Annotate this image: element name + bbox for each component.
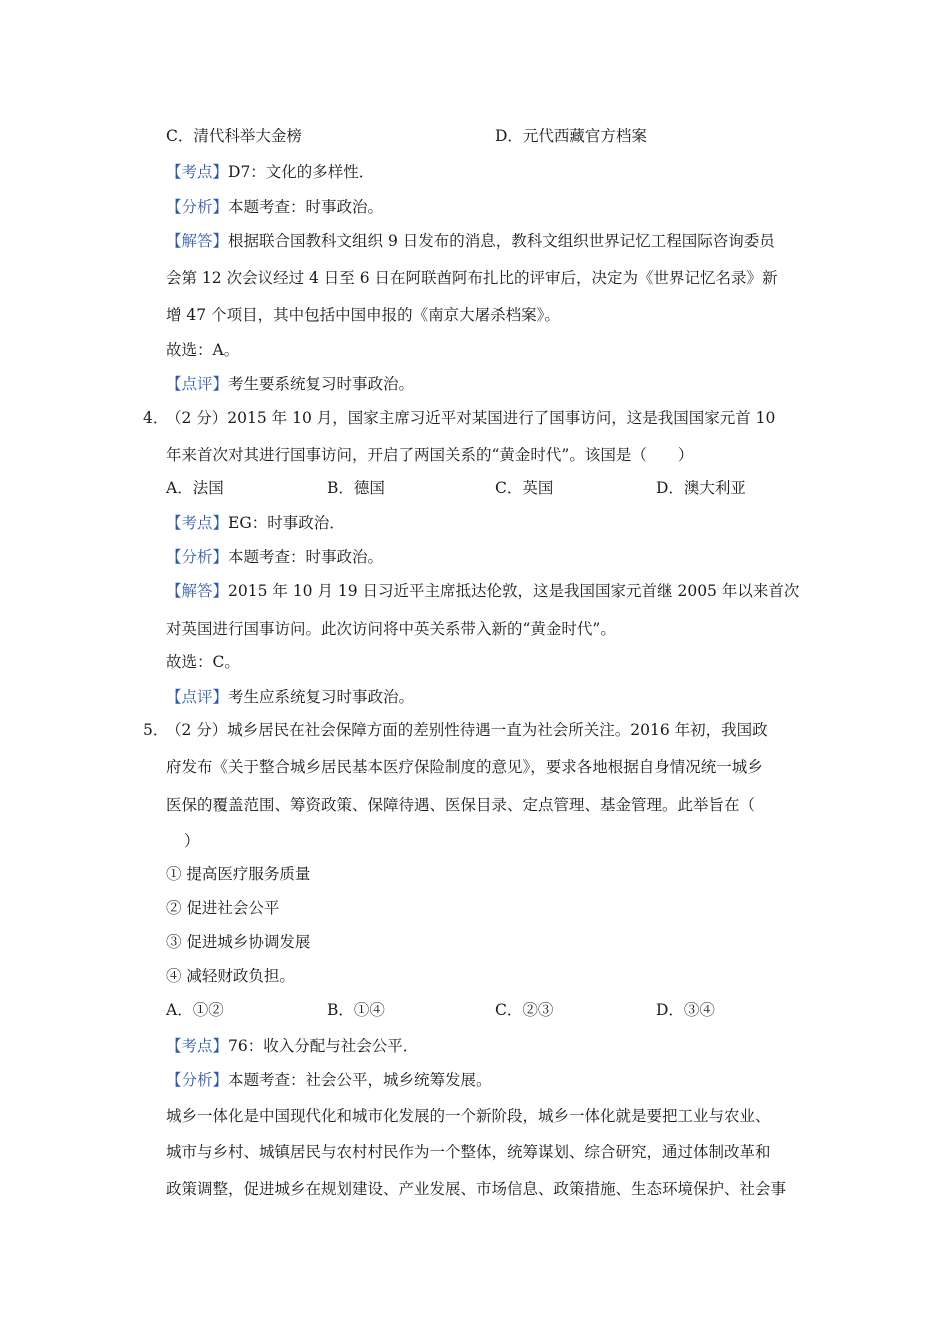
q5-stem-line-3: 医保的覆盖范围、筹资政策、保障待遇、医保目录、定点管理、基金管理。此举旨在（ — [166, 796, 756, 814]
q4-option-c: C．英国 — [495, 479, 554, 497]
q4-stem-line-1: （2 分）2015 年 10 月，国家主席习近平对某国进行了国事访问，这是我国国家元首 10 — [166, 409, 776, 427]
q4-number: 4． — [143, 409, 169, 427]
q5-stem-line-2: 府发布《关于整合城乡居民基本医疗保险制度的意见》，要求各地根据自身情况统一城乡 — [166, 758, 763, 776]
dianping-tag: 【点评】 — [166, 375, 229, 393]
q4-option-d: D．澳大利亚 — [656, 479, 746, 497]
q5-item-4: ④ 减轻财政负担。 — [166, 967, 295, 985]
q3-answer: 故选：A。 — [166, 341, 240, 359]
q5-body-line-2: 城市与乡村、城镇居民与农村村民作为一个整体，统筹谋划、综合研究，通过体制改革和 — [166, 1143, 771, 1161]
fenxi-text: 本题考查：时事政治。 — [228, 548, 384, 566]
q4-dianping — [166, 687, 414, 707]
jieda-tag: 【解答】 — [166, 582, 229, 600]
q3-jieda-line-1 — [166, 231, 775, 251]
q3-option-d: D．元代西藏官方档案 — [495, 127, 647, 145]
q4-stem-line-2: 年来首次对其进行国事访问，开启了两国关系的“黄金时代”。该国是（ ） — [166, 446, 694, 464]
q5-option-d: D．③④ — [656, 1001, 715, 1019]
fenxi-text: 本题考查：社会公平，城乡统筹发展。 — [228, 1071, 492, 1089]
q5-body-line-1: 城乡一体化是中国现代化和城市化发展的一个新阶段，城乡一体化就是要把工业与农业、 — [166, 1107, 771, 1125]
jieda-tag: 【解答】 — [166, 232, 229, 250]
q5-item-1: ① 提高医疗服务质量 — [166, 865, 311, 883]
q3-jieda-line-3: 增 47 个项目，其中包括中国申报的《南京大屠杀档案》。 — [166, 306, 560, 324]
q3-dianping — [166, 374, 414, 394]
kaodian-tag: 【考点】 — [166, 1037, 229, 1055]
q3-kaodian — [166, 162, 374, 182]
q4-fenxi — [166, 547, 383, 567]
q5-item-3: ③ 促进城乡协调发展 — [166, 933, 311, 951]
q5-fenxi — [166, 1070, 492, 1090]
q5-item-2: ② 促进社会公平 — [166, 899, 280, 917]
q5-number: 5． — [143, 721, 169, 739]
q4-jieda-line-2: 对英国进行国事访问。此次访问将中英关系带入新的“黄金时代”。 — [166, 620, 616, 638]
q5-body-line-3: 政策调整，促进城乡在规划建设、产业发展、市场信息、政策措施、生态环境保护、社会事 — [166, 1180, 787, 1198]
kaodian-text: 76：收入分配与社会公平． — [228, 1037, 419, 1055]
dianping-text: 考生应系统复习时事政治。 — [228, 688, 415, 706]
q4-answer: 故选：C。 — [166, 653, 240, 671]
dianping-tag: 【点评】 — [166, 688, 229, 706]
kaodian-text: D7：文化的多样性． — [228, 163, 375, 181]
kaodian-tag: 【考点】 — [166, 163, 229, 181]
q5-option-a: A．①② — [166, 1001, 224, 1019]
q3-jieda-line-2: 会第 12 次会议经过 4 日至 6 日在阿联酋阿布扎比的评审后，决定为《世界记忆名录》新 — [166, 269, 778, 287]
kaodian-tag: 【考点】 — [166, 514, 229, 532]
q3-fenxi — [166, 197, 383, 217]
q4-kaodian — [166, 513, 345, 533]
fenxi-tag: 【分析】 — [166, 198, 229, 216]
dianping-text: 考生要系统复习时事政治。 — [228, 375, 415, 393]
q5-option-c: C．②③ — [495, 1001, 554, 1019]
kaodian-text: EG：时事政治． — [228, 514, 345, 532]
q3-option-c: C．清代科举大金榜 — [166, 127, 302, 145]
q5-option-b: B．①④ — [327, 1001, 385, 1019]
jieda-text: 根据联合国教科文组织 9 日发布的消息，教科文组织世界记忆工程国际咨询委员 — [228, 232, 775, 250]
q5-stem-line-1: （2 分）城乡居民在社会保障方面的差别性待遇一直为社会所关注。2016 年初，我国政 — [166, 721, 768, 739]
fenxi-text: 本题考查：时事政治。 — [228, 198, 384, 216]
fenxi-tag: 【分析】 — [166, 548, 229, 566]
jieda-text: 2015 年 10 月 19 日习近平主席抵达伦敦，这是我国国家元首继 2005 年以来首次 — [228, 582, 800, 600]
q4-jieda-line-1 — [166, 581, 799, 601]
q4-option-a: A．法国 — [166, 479, 224, 497]
q5-stem-line-4: ） — [184, 832, 200, 850]
fenxi-tag: 【分析】 — [166, 1071, 229, 1089]
q4-option-b: B．德国 — [327, 479, 385, 497]
q5-kaodian — [166, 1036, 418, 1056]
